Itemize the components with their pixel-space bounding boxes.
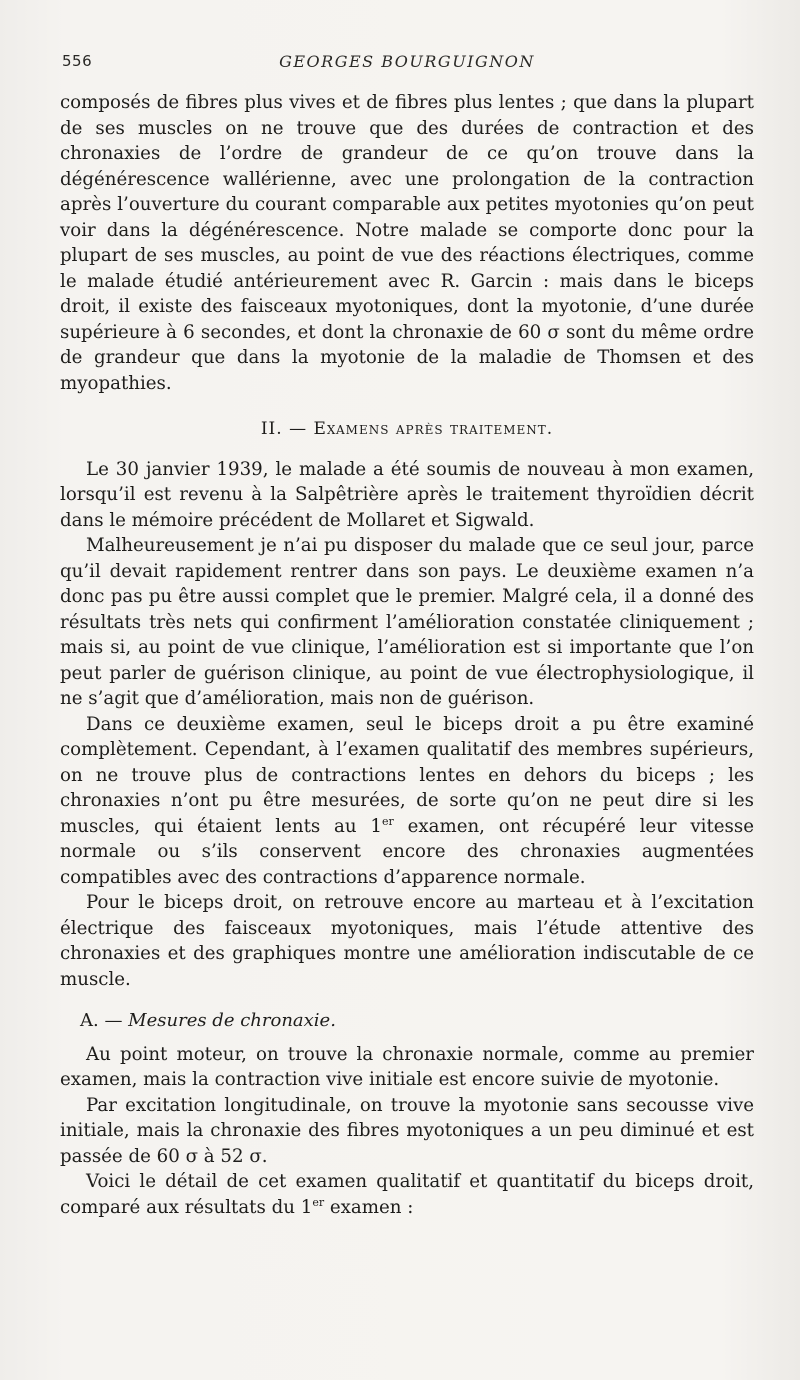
- superscript: er: [312, 1195, 325, 1209]
- text-run: Voici le détail de cet examen qualitatif et quantitatif du biceps droit, comparé aux résultats du 1: [60, 1171, 754, 1218]
- paragraph-second-exam: [60, 712, 754, 891]
- running-title: GEORGES BOURGUIGNON: [279, 52, 535, 71]
- text-run: examen :: [324, 1196, 414, 1218]
- text-run: examen, ont récupéré leur vitesse normale ou s’ils conservent encore des chronaxies augmentées compatibles avec des contractions d’apparence normale.: [60, 815, 754, 888]
- text-run: Dans ce deuxième examen, seul le biceps droit a pu être examiné complètement. Cependant, à l’examen qualitatif des membres supérieurs, on ne trouve plus de contractions lentes en dehors du biceps ; les chronaxies n’ont pu être mesurées, de sorte qu’on ne peut dire si les muscles, qui étaient lents au 1: [60, 713, 754, 837]
- body-text: [60, 90, 754, 1220]
- superscript: er: [382, 814, 394, 828]
- paragraph-longitudinal: Par excitation longitudinale, on trouve la myotonie sans secousse vive initiale, mais la chronaxie des fibres myotoniques a un peu diminué et est passée de 60 σ à 52 σ.: [60, 1094, 754, 1167]
- page-header: [62, 52, 752, 82]
- paragraph-exam-date: Le 30 janvier 1939, le malade a été soumis de nouveau à mon examen, lorsqu’il est revenu à la Salpêtrière après le traitement thyroïdien décrit dans le mémoire précédent de Mollaret et Sigwald.: [60, 458, 754, 531]
- paragraph-continued: composés de fibres plus vives et de fibres plus lentes ; que dans la plupart de ses muscles on ne trouve que des durées de contraction et des chronaxies de l’ordre de grandeur de ce qu’on trouve dans la dégénérescence wallérienne, avec une prolongation de la contraction après l’ouverture du courant comparable aux petites myotonies qu’on peut voir dans la dégénérescence. Notre malade se comporte donc pour la plupart de ses muscles, au point de vue des réactions électriques, comme le malade étudié antérieurement avec R. Garcin : mais dans le biceps droit, il existe des faisceaux myotoniques, dont la myotonie, d’une durée supérieure à 6 secondes, et dont la chronaxie de 60 σ sont du même ordre de grandeur que dans la myotonie de la maladie de Thomsen et des myopathies.: [60, 92, 754, 394]
- section-heading: II. — Examens après traitement.: [260, 419, 554, 439]
- paragraph-motor-point: Au point moteur, on trouve la chronaxie normale, comme au premier examen, mais la contraction vive initiale est encore suivie de myotonie.: [60, 1043, 754, 1090]
- paragraph-biceps: Pour le biceps droit, on retrouve encore au marteau et à l’excitation électrique des faisceaux myotoniques, mais l’étude attentive des chronaxies et des graphiques montre une amélioration indiscutable de ce muscle.: [60, 892, 754, 990]
- page-number: 556: [62, 52, 93, 70]
- paragraph-single-day: Malheureusement je n’ai pu disposer du malade que ce seul jour, parce qu’il devait rapidement rentrer dans son pays. Le deuxième examen n’a donc pas pu être aussi complet que le premier. Malgré cela, il a donné des résultats très nets qui confirment l’amélioration constatée cliniquement ; mais si, au point de vue clinique, l’amélioration est si importante que l’on peut parler de guérison clinique, au point de vue électrophysiologique, il ne s’agit que d’amélioration, mais non de guérison.: [60, 535, 754, 709]
- subsection-label: A. —: [80, 1010, 129, 1031]
- subsection-heading: [60, 1008, 754, 1034]
- paragraph-detail: [60, 1169, 754, 1220]
- subsection-title: Mesures de chronaxie.: [128, 1010, 336, 1031]
